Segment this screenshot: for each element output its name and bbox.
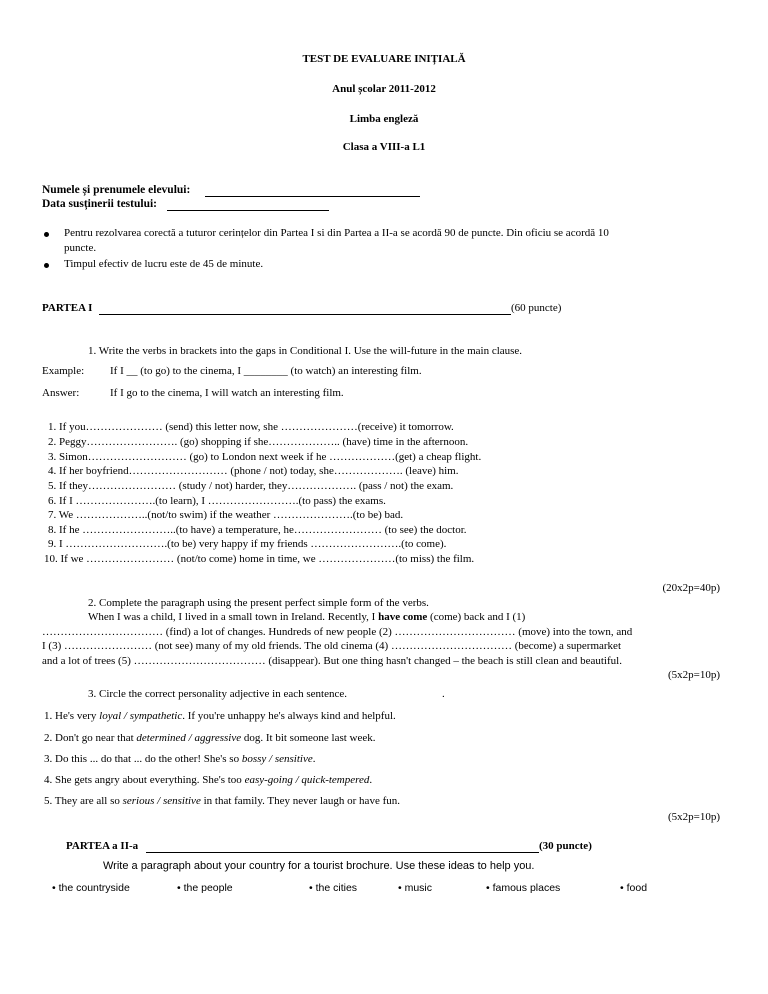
idea-item: • the cities [309,882,358,894]
ex3-sentence [44,753,315,765]
adjective-choice[interactable]: loyal / sympathetic [99,710,183,722]
test-date-label: Data susținerii testului: [42,198,157,210]
list-item: 3. Simon……………………… (go) to London next week if he ………………(get) a cheap flight. [48,451,482,463]
part2-title: PARTEA a II-a [66,840,139,852]
example-label: Example: [42,365,85,377]
sentence-text: 5. They are all so [44,795,123,807]
sentence-text: . [369,774,373,786]
answer-text: If I go to the cinema, I will watch an interesting film. [110,387,344,399]
list-item: 4. If her boyfriend……………………… (phone / not) today, she………………. (leave) him. [48,465,459,477]
idea-item: • famous places [486,882,561,894]
bullet-icon [44,263,49,268]
idea-item: • music [398,882,433,894]
instruction-points: Pentru rezolvarea corectă a tuturor cerințelor din Partea I si din Partea a II-a se acordă 90 de puncte. Din oficiu se acordă 10 [64,227,609,239]
ex3-sentence [44,774,372,786]
ex2-text: (come) back and I (1) [427,611,526,623]
ex3-dot: . [442,688,445,700]
part2-instruction: Write a paragraph about your country for a tourist brochure. Use these ideas to help you. [103,860,535,872]
ex1-score: (20x2p=40p) [662,582,720,594]
ex2-line1 [88,611,525,623]
instruction-time: Timpul efectiv de lucru este de 45 de minute. [64,258,264,270]
list-item: 5. If they…………………… (study / not) harder, they………………. (pass / not) the exam. [48,480,454,492]
ex2-line4: and a lot of trees (5) ……………………………… (disappear). But one thing hasn't changed – the beach is still clean and beautiful. [42,655,622,667]
list-item: 8. If he ……………………..(to have) a temperature, he…………………… (to see) the doctor. [48,524,467,536]
ex2-line3: I (3) …………………… (not see) many of my old friends. The old cinema (4) …………………………… (become) a supermarket [42,640,621,652]
ex3-sentence [44,710,396,722]
ex1-instruction: 1. Write the verbs in brackets into the gaps in Conditional I. Use the will-future in the main clause. [88,345,523,357]
list-item: 7. We ………………..(not/to swim) if the weather ………………….(to be) bad. [48,509,404,521]
ex3-score: (5x2p=10p) [667,811,720,823]
ex2-text: When I was a child, I lived in a small town in Ireland. Recently, I [88,611,379,623]
adjective-choice[interactable]: easy-going / quick-tempered [244,774,370,786]
subject: Limba engleză [349,113,419,125]
list-item: 10. If we …………………… (not/to come) home in time, we …………………(to miss) the film. [44,553,475,565]
sentence-text: 2. Don't go near that [44,732,137,744]
sentence-text: 3. Do this ... do that ... do the other! She's so [44,753,242,765]
ex3-sentence [44,732,376,744]
class-level: Clasa a VIII-a L1 [342,141,426,153]
part1-title: PARTEA I [42,302,93,314]
example-text: If I __ (to go) to the cinema, I ________ (to watch) an interesting film. [110,365,422,377]
adjective-choice[interactable]: bossy / sensitive [241,753,313,765]
part1-rule [99,314,511,315]
sentence-text: 4. She gets angry about everything. She's too [44,774,245,786]
idea-item: • the countryside [52,882,130,894]
idea-item: • food [620,882,648,894]
part2-points: (30 puncte) [539,840,592,852]
student-name-label: Numele și prenumele elevului: [42,184,191,196]
list-item: 2. Peggy……………………. (go) shopping if she……………….. (have) time in the afternoon. [48,436,469,448]
answer-label: Answer: [42,387,80,399]
sentence-text: in that family. They never laugh or have fun. [200,795,400,807]
sentence-text: dog. It bit someone last week. [241,732,376,744]
ex2-instruction: 2. Complete the paragraph using the present perfect simple form of the verbs. [88,597,429,609]
list-item: 9. I ……………………….(to be) very happy if my friends …………………….(to come). [48,538,447,550]
school-year: Anul școlar 2011-2012 [332,83,436,95]
list-item: 1. If you………………… (send) this letter now, she …………………(receive) it tomorrow. [48,421,454,433]
ex3-instruction: 3. Circle the correct personality adjective in each sentence. [88,688,347,700]
page-title: TEST DE EVALUARE INIȚIALĂ [302,53,466,65]
bullet-icon [44,232,49,237]
test-date-field[interactable] [167,210,329,211]
ex2-line2: …………………………… (find) a lot of changes. Hundreds of new people (2) …………………………… (move) into the town, and [42,626,633,638]
ex2-example-answer: have come [378,611,428,623]
part2-rule [146,852,539,853]
sentence-text: . [312,753,316,765]
sentence-text: 1. He's very [44,710,100,722]
part1-points: (60 puncte) [511,302,562,314]
adjective-choice[interactable]: serious / sensitive [122,795,201,807]
ex3-sentence [44,795,400,807]
ex2-score: (5x2p=10p) [667,669,720,681]
student-name-field[interactable] [205,196,420,197]
idea-item: • the people [177,882,233,894]
sentence-text: . If you're unhappy he's always kind and helpful. [182,710,396,722]
list-item: 6. If I ………………….(to learn), I …………………….(to pass) the exams. [48,495,386,507]
instruction-points-cont: puncte. [64,242,97,254]
adjective-choice[interactable]: determined / aggressive [136,732,242,744]
